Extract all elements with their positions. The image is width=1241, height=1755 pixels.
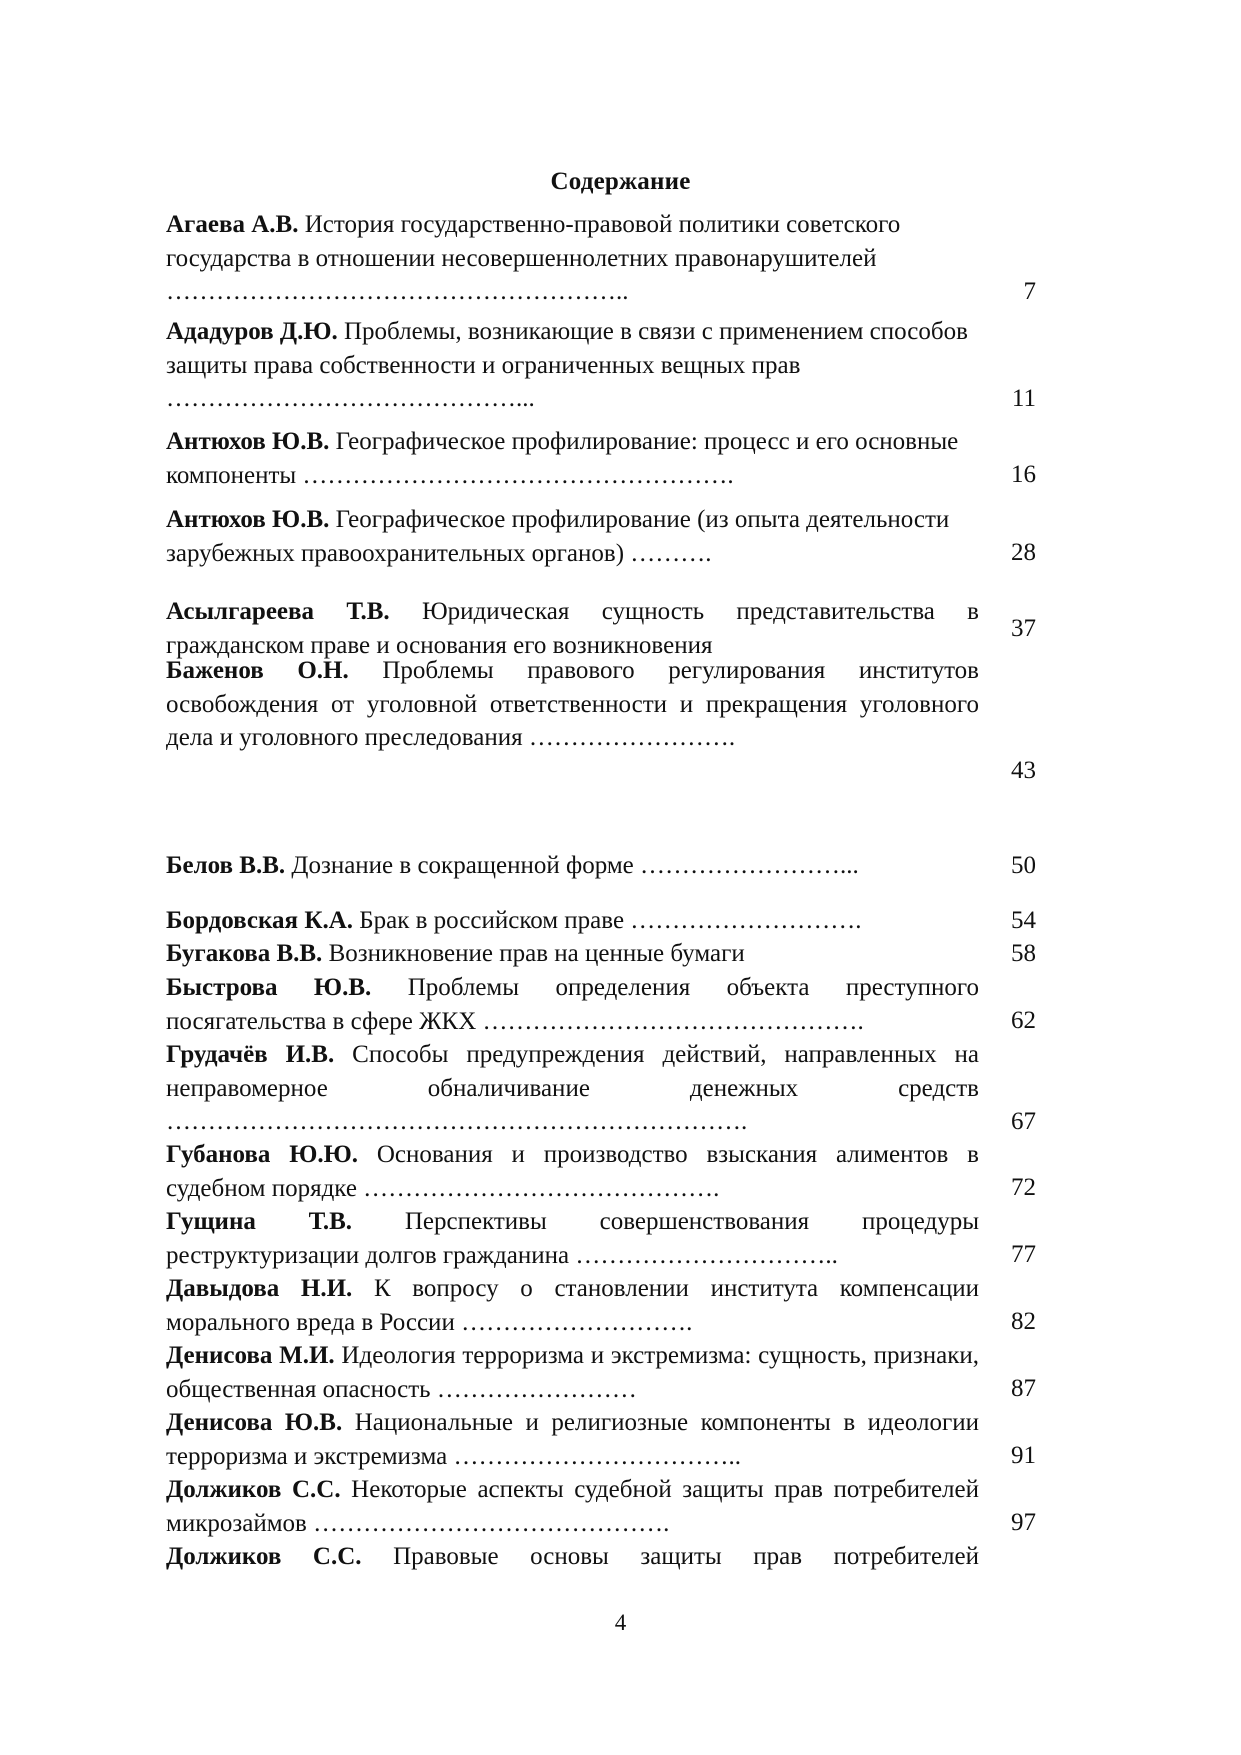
entry-title: К вопросу о становлении института компенсации морального вреда в России ………………………. [166, 1275, 980, 1336]
entry-author: Должиков С.С. [166, 1476, 341, 1503]
entry-page-number: 28 [1011, 539, 1036, 566]
entry-title: Географическое профилирование: процесс и его основные компоненты ……………………………………………. [166, 428, 959, 489]
entry-title: Проблемы, возникающие в связи с применением способов защиты права собственности и ограниченных вещных прав ……………………………………... [166, 318, 968, 412]
page-number-footer: 4 [614, 1610, 627, 1635]
entry-page-number: 54 [1011, 907, 1036, 934]
entry-author: Грудачёв И.В. [166, 1041, 335, 1068]
entry-title: Проблемы правового регулирования институтов освобождения от уголовной ответственности и прекращения уголовного дела и уголовного преследования ……………………. [166, 657, 979, 751]
entry-page-number: 77 [1011, 1241, 1036, 1268]
entry-author: Давыдова Н.И. [166, 1275, 353, 1302]
entry-text [166, 1473, 979, 1540]
entry-title: История государственно-правовой политики советского государства в отношении несовершеннолетних правонарушителей ……………………………………………….. [166, 211, 901, 305]
entry-title: Дознание в сокращенной форме ……………………... [291, 852, 859, 879]
entry-author: Белов В.В. [166, 852, 286, 879]
entry-text [166, 595, 979, 662]
entry-text [166, 1138, 979, 1205]
entry-author: Антюхов Ю.В. [166, 506, 330, 533]
entry-author: Бугакова В.В. [166, 940, 323, 967]
entry-title: Брак в российском праве ………………………. [359, 907, 862, 934]
entry-author: Денисова М.И. [166, 1342, 335, 1369]
entry-title: Перспективы совершенствования процедуры реструктуризации долгов гражданина ………………………….. [166, 1208, 980, 1269]
entry-title: Проблемы определения объекта преступного посягательства в сфере ЖКХ ………………………………………. [166, 974, 980, 1035]
entry-text [166, 1272, 979, 1339]
entry-author: Губанова Ю.Ю. [166, 1141, 359, 1168]
entry-author: Денисова Ю.В. [166, 1409, 343, 1436]
entry-text [166, 849, 979, 883]
entry-page-number: 62 [1011, 1007, 1036, 1034]
entry-page-number: 37 [1011, 615, 1036, 642]
entry-text [166, 1406, 979, 1473]
entry-page-number: 67 [1011, 1108, 1036, 1135]
entry-page-number: 11 [1011, 385, 1036, 412]
entry-author: Ададуров Д.Ю. [166, 318, 338, 345]
entry-page-number: 97 [1011, 1509, 1036, 1536]
entry-text [166, 1205, 979, 1272]
entry-text [166, 904, 979, 938]
entry-author: Бордовская К.А. [166, 907, 354, 934]
entry-text [166, 503, 979, 570]
entry-title: Возникновение прав на ценные бумаги [328, 940, 745, 967]
entry-title: Юридическая сущность представительства в гражданском праве и основания его возникновения [166, 598, 979, 659]
entry-author: Быстрова Ю.В. [166, 974, 372, 1001]
entry-title: Основания и производство взыскания алиментов в судебном порядке ……………………………………. [166, 1141, 979, 1202]
entry-author: Гущина Т.В. [166, 1208, 353, 1235]
entry-page-number: 43 [1011, 757, 1036, 784]
entry-title: Правовые основы защиты прав потребителей [393, 1543, 979, 1570]
entry-title: Географическое профилирование (из опыта деятельности зарубежных правоохранительных органов) ………. [166, 506, 950, 567]
entry-page-number: 7 [1023, 278, 1036, 305]
entry-text [166, 425, 979, 492]
entry-title: Национальные и религиозные компоненты в идеологии терроризма и экстремизма …………………………….. [166, 1409, 980, 1470]
entry-page-number: 72 [1011, 1174, 1036, 1201]
entry-page-number: 87 [1011, 1375, 1036, 1402]
entry-text [166, 1339, 979, 1406]
entry-text [166, 1540, 979, 1574]
entry-page-number: 82 [1011, 1308, 1036, 1335]
entry-text [166, 1038, 979, 1139]
entry-author: Должиков С.С. [166, 1543, 362, 1570]
entry-text [166, 937, 979, 971]
entry-author: Антюхов Ю.В. [166, 428, 330, 455]
entry-text [166, 208, 979, 309]
entry-text [166, 654, 979, 755]
entry-page-number: 16 [1011, 461, 1036, 488]
entry-author: Асылгареева Т.В. [166, 598, 390, 625]
entry-page-number: 91 [1011, 1442, 1036, 1469]
entry-text [166, 315, 979, 416]
entry-page-number: 58 [1011, 940, 1036, 967]
entry-page-number: 50 [1011, 852, 1036, 879]
entry-author: Агаева А.В. [166, 211, 299, 238]
entry-text [166, 971, 979, 1038]
entry-title: Идеология терроризма и экстремизма: сущность, признаки, общественная опасность …………………… [166, 1342, 979, 1403]
entry-author: Баженов О.Н. [166, 657, 349, 684]
entry-title: Способы предупреждения действий, направленных на неправомерное обналичивание денежных средств ……………………………………………………………. [166, 1041, 980, 1135]
entry-title: Некоторые аспекты судебной защиты прав потребителей микрозаймов ……………………………………. [166, 1476, 980, 1537]
page-title: Содержание [550, 168, 691, 195]
